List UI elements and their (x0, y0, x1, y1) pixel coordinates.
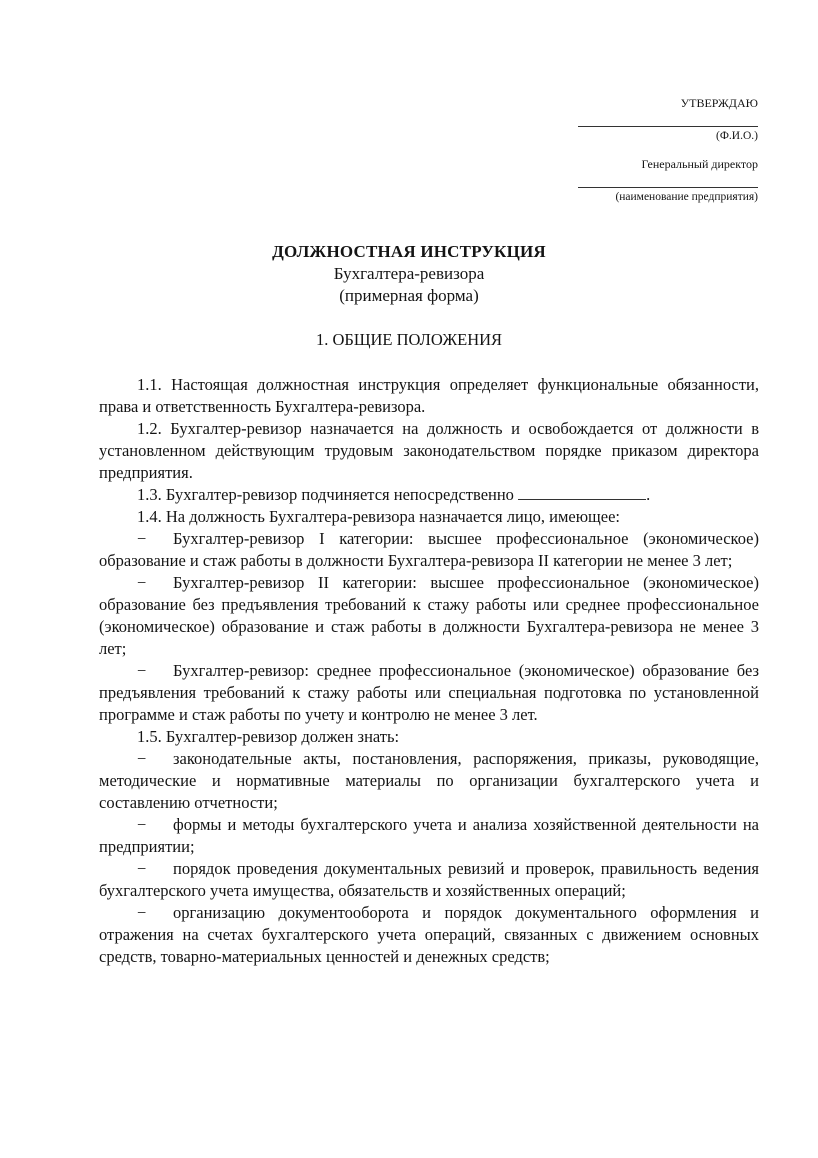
approval-block (568, 96, 758, 204)
paragraph-1-2: 1.2. Бухгалтер-ревизор назначается на должность и освобождается от должности в установленном действующим трудовым законодательством порядке приказом директора предприятия. (99, 419, 759, 482)
dash-bullet: − (137, 859, 147, 878)
dash-bullet: − (137, 903, 147, 922)
form-note: (примерная форма) (339, 286, 479, 305)
paragraph-1-3-text: 1.3. Бухгалтер-ревизор подчиняется непосредственно (137, 485, 514, 504)
section-body (99, 374, 759, 968)
fio-signature-line (578, 126, 758, 127)
paragraph-1-1: 1.1. Настоящая должностная инструкция определяет функциональные обязанности, права и ответственность Бухгалтера-ревизора. (99, 375, 759, 416)
list-item-text: Бухгалтер-ревизор: среднее профессиональное (экономическое) образование без предъявления требований к стажу работы или специальная подготовка по установленной программе и стаж работы по учету и контролю не менее 3 лет. (99, 661, 759, 724)
list-item-text: Бухгалтер-ревизор I категории: высшее профессиональное (экономическое) образование и стаж работы в должности Бухгалтера-ревизора II категории не менее 3 лет; (99, 529, 759, 570)
dash-bullet: − (137, 573, 147, 592)
paragraph-1-5: 1.5. Бухгалтер-ревизор должен знать: (137, 727, 400, 746)
paragraph-1-3-end: . (646, 485, 651, 504)
list-item-text: Бухгалтер-ревизор II категории: высшее профессиональное (экономическое) образование без предъявления требований к стажу работы или среднее профессиональное (экономическое) образование и стаж работы в должности Бухгалтера-ревизора не менее 3 лет; (99, 573, 759, 658)
section-heading: 1. ОБЩИЕ ПОЛОЖЕНИЯ (315, 330, 503, 349)
list-item (99, 858, 759, 902)
org-caption: (наименование предприятия) (615, 191, 758, 203)
list-item (99, 528, 759, 572)
list-item (99, 748, 759, 814)
list-item-text: организацию документооборота и порядок документального оформления и отражения на счетах бухгалтерского учета операций, связанных с движением основных средств, товарно-материальных ценностей и денежных средств; (99, 903, 759, 966)
supervisor-blank-field (518, 485, 646, 500)
list-item-text: порядок проведения документальных ревизий и проверок, правильность ведения бухгалтерского учета имущества, обязательств и хозяйственных операций; (99, 859, 759, 900)
dash-bullet: − (137, 661, 147, 680)
approve-word: УТВЕРЖДАЮ (680, 96, 758, 110)
list-item (99, 902, 759, 968)
fio-caption: (Ф.И.О.) (716, 130, 758, 142)
dash-bullet: − (137, 529, 147, 548)
list-item-text: формы и методы бухгалтерского учета и анализа хозяйственной деятельности на предприятии; (99, 815, 759, 856)
list-item (99, 660, 759, 726)
list-item (99, 572, 759, 660)
dash-bullet: − (137, 815, 147, 834)
document-title: ДОЛЖНОСТНАЯ ИНСТРУКЦИЯ (272, 242, 546, 261)
paragraph-1-4: 1.4. На должность Бухгалтера-ревизора назначается лицо, имеющее: (137, 507, 620, 526)
document-subtitle: Бухгалтера-ревизора (333, 264, 485, 283)
director-position: Генеральный директор (641, 157, 758, 171)
title-block (0, 241, 818, 307)
dash-bullet: − (137, 749, 147, 768)
paragraph-1-3 (99, 484, 759, 506)
org-signature-line (578, 187, 758, 188)
list-item-text: законодательные акты, постановления, распоряжения, приказы, руководящие, методические и нормативные материалы по организации бухгалтерского учета и составлению отчетности; (99, 749, 759, 812)
list-item (99, 814, 759, 858)
